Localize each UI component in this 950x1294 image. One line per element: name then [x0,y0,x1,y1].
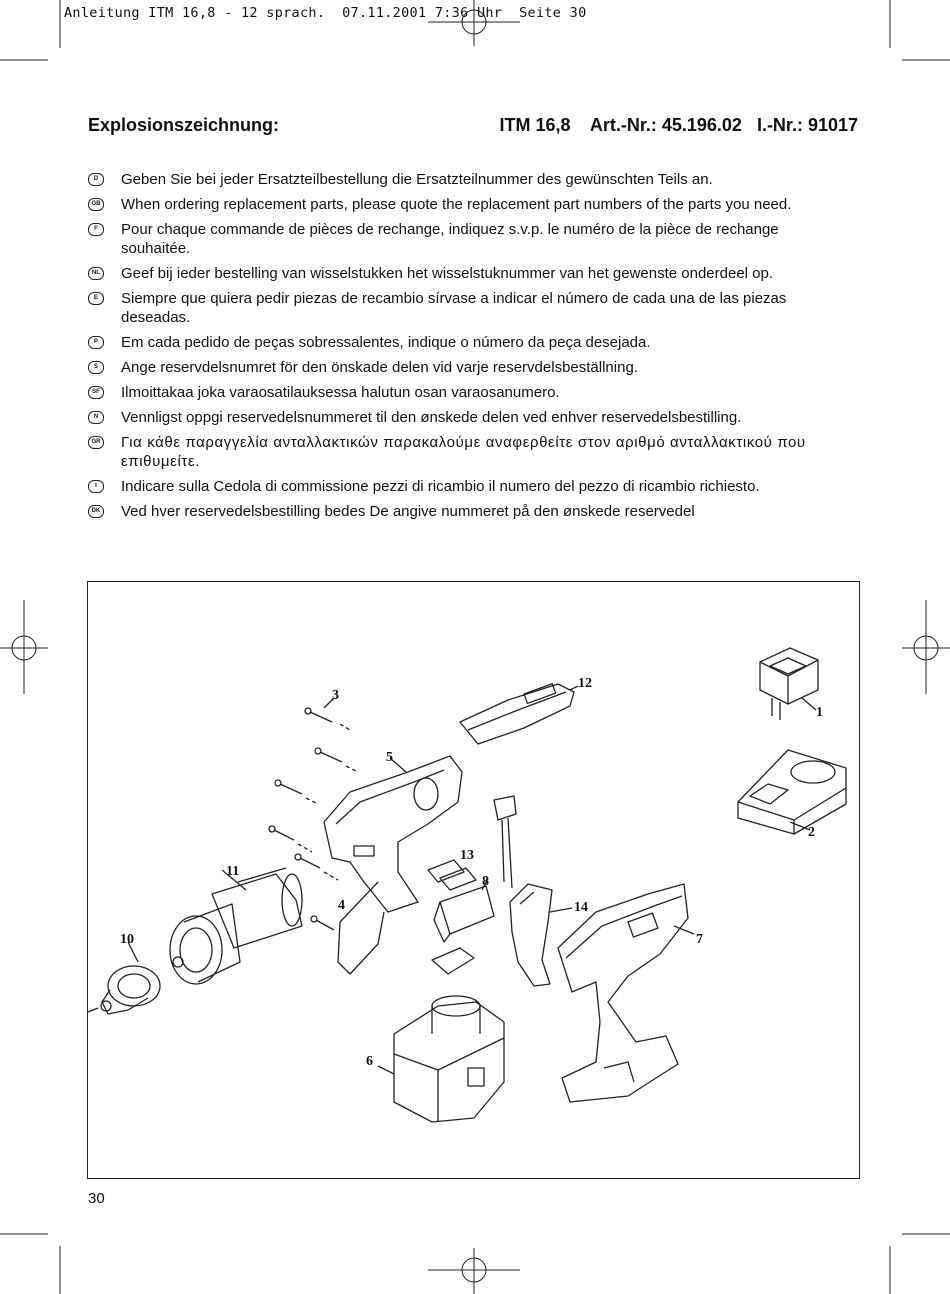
instruction-line [88,220,828,258]
instruction-line [88,358,828,377]
instruction-line [88,383,828,402]
instruction-text: Em cada pedido de peças sobressalentes, indique o número da peça desejada. [121,334,651,351]
instruction-line [88,264,828,283]
instruction-line [88,289,828,327]
instruction-text: Για κάθε παραγγελία ανταλλακτικών παρακαλούμε αναφερθείτε στον αριθμό ανταλλακτικού που επιθυμείτε. [121,434,806,470]
callout-5: 5 [386,750,393,765]
callout-10: 10 [120,932,134,947]
instruction-text: Geben Sie bei jeder Ersatzteilbestellung die Ersatzteilnummer des gewünschten Teils an. [121,171,713,188]
handle-cover-drawing [510,884,572,986]
callout-8: 8 [482,874,489,889]
instruction-line [88,333,828,352]
instruction-text: Ange reservdelsnumret för den önskade delen vid varje reservdelsbeställning. [121,359,638,376]
instruction-line [88,477,828,496]
housing-shell-drawing [558,884,694,1102]
callout-1: 1 [816,705,823,720]
instruction-text: Geef bij ieder bestelling van wisselstukken het wisselstuknummer van het gewenste onderdeel op. [121,265,774,282]
battery-pack-drawing [378,996,504,1122]
instruction-text: When ordering replacement parts, please quote the replacement part numbers of the parts you need. [121,196,792,213]
callout-2: 2 [808,825,815,840]
header-title: Explosionszeichnung: [88,115,280,135]
charger-plug-drawing [760,648,818,720]
instruction-text: Vennligst oppgi reservedelsnummeret til den ønskede delen ved enhver reservedelsbestilling. [121,409,742,426]
language-badge: DK [88,505,104,518]
header-model-info: ITM 16,8 Art.-Nr.: 45.196.02 I.-Nr.: 91017 [499,115,858,135]
language-badge: D [88,173,104,186]
callout-14: 14 [574,900,588,915]
language-badge: S [88,361,104,374]
callout-3: 3 [332,688,339,703]
language-badge: E [88,292,104,305]
language-badge: I [88,480,104,493]
chuck-drawing [88,942,160,1014]
contact-plate-drawing [428,860,476,890]
page-number: 30 [88,1190,105,1207]
charging-base-drawing [738,750,846,834]
motor-drawing [212,868,302,948]
language-badge: P [88,336,104,349]
instruction-line [88,502,828,521]
language-badge: N [88,411,104,424]
callout-6: 6 [366,1054,373,1069]
instruction-list [88,170,828,527]
exploded-drawing [88,582,859,1178]
instruction-line [88,408,828,427]
language-badge: NL [88,267,104,280]
instruction-text: Ilmoittakaa joka varaosatilauksessa halutun osan varaosanumero. [121,384,560,401]
instruction-line [88,433,828,471]
cover-drawing [460,684,578,744]
print-slug: Anleitung ITM 16,8 - 12 sprach. 07.11.2001 7:36 Uhr Seite 30 [64,5,587,21]
callout-7: 7 [696,932,703,947]
instruction-line [88,195,828,214]
language-badge: GB [88,198,104,211]
exploded-view-figure [87,581,860,1179]
instruction-text: Indicare sulla Cedola di commissione pezzi di ricambio il numero del pezzo di ricambio richiesto. [121,478,760,495]
instruction-line [88,170,828,189]
callout-12: 12 [578,676,592,691]
gearbox-drawing [170,904,240,984]
instruction-text: Siempre que quiera pedir piezas de recambio sírvase a indicar el número de cada una de las piezas deseadas. [121,290,787,326]
language-badge: F [88,223,104,236]
instruction-text: Ved hver reservedelsbestilling bedes De angive nummeret på den ønskede reservedel [121,503,695,520]
instruction-text: Pour chaque commande de pièces de rechange, indiquez s.v.p. le numéro de la pièce de rechange souhaitée. [121,221,779,257]
switch-drawing [432,796,516,974]
callout-4: 4 [338,898,345,913]
callout-13: 13 [460,848,474,863]
language-badge: GR [88,436,104,449]
callout-11: 11 [226,864,240,879]
language-badge: SF [88,386,104,399]
